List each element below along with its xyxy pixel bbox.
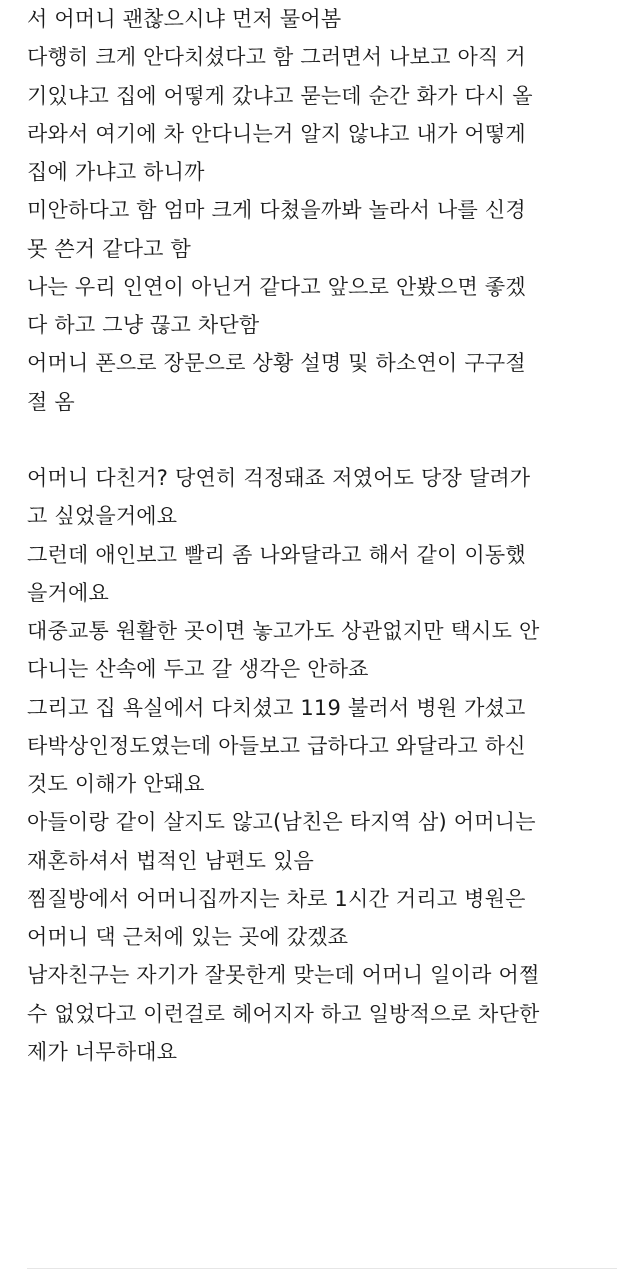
text-line: 찜질방에서 어머니집까지는 차로 1시간 거리고 병원은 [27,886,526,911]
post-body [27,0,627,1071]
text-line: 타박상인정도였는데 아들보고 급하다고 와달라고 하신 [27,733,526,758]
text-line: 고 싶었을거에요 [27,504,178,529]
text-line: 나는 우리 인연이 아닌거 같다고 앞으로 안봤으면 좋겠 [27,274,526,299]
text-line: 다 하고 그냥 끊고 차단함 [27,313,260,337]
text-line: 남자친구는 자기가 잘못한게 맞는데 어머니 일이라 어쩔 [27,963,540,988]
paragraph-gap [27,421,627,459]
text-line: 어머니 댁 근처에 있는 곳에 갔겠죠 [27,925,349,949]
text-line: 라와서 여기에 차 안다니는거 알지 않냐고 내가 어떻게 [27,121,526,146]
text-line: 대중교통 원활한 곳이면 놓고가도 상관없지만 택시도 안 [27,619,540,643]
text-line: 다니는 산속에 두고 갈 생각은 안하죠 [27,657,369,682]
text-line: 기있냐고 집에 어떻게 갔냐고 묻는데 순간 화가 다시 올 [27,83,533,108]
text-line: 서 어머니 괜찮으시냐 먼저 물어봄 [27,7,342,31]
text-line: 을거에요 [27,580,109,605]
text-line: 그런데 애인보고 빨리 좀 나와달라고 해서 같이 이동했 [27,542,526,567]
paragraph-2 [27,459,627,1071]
text-line: 어머니 폰으로 장문으로 상황 설명 및 하소연이 구구절 [27,351,526,376]
text-line: 미안하다고 함 엄마 크게 다쳤을까봐 놀라서 나를 신경 [27,198,526,223]
text-line: 수 없었다고 이런걸로 헤어지자 하고 일방적으로 차단한 [27,1001,540,1026]
text-line: 그리고 집 욕실에서 다치셨고 119 불러서 병원 가셨고 [27,695,526,720]
text-line: 어머니 다친거? 당연히 걱정돼죠 저였어도 당장 달려가 [27,466,531,490]
text-line: 것도 이해가 안돼요 [27,772,205,796]
text-line: 재혼하셔서 법적인 남편도 있음 [27,848,314,873]
text-line: 다행히 크게 안다치셨다고 함 그러면서 나보고 아직 거 [27,45,526,70]
text-line: 집에 가냐고 하니까 [27,160,205,184]
text-line: 못 쓴거 같다고 함 [27,236,192,261]
text-line: 제가 너무하대요 [27,1039,178,1064]
text-line: 아들이랑 같이 살지도 않고(남친은 타지역 삼) 어머니는 [27,810,536,835]
bottom-divider [27,1268,617,1269]
paragraph-1 [27,0,627,421]
text-line: 절 옴 [27,389,75,414]
